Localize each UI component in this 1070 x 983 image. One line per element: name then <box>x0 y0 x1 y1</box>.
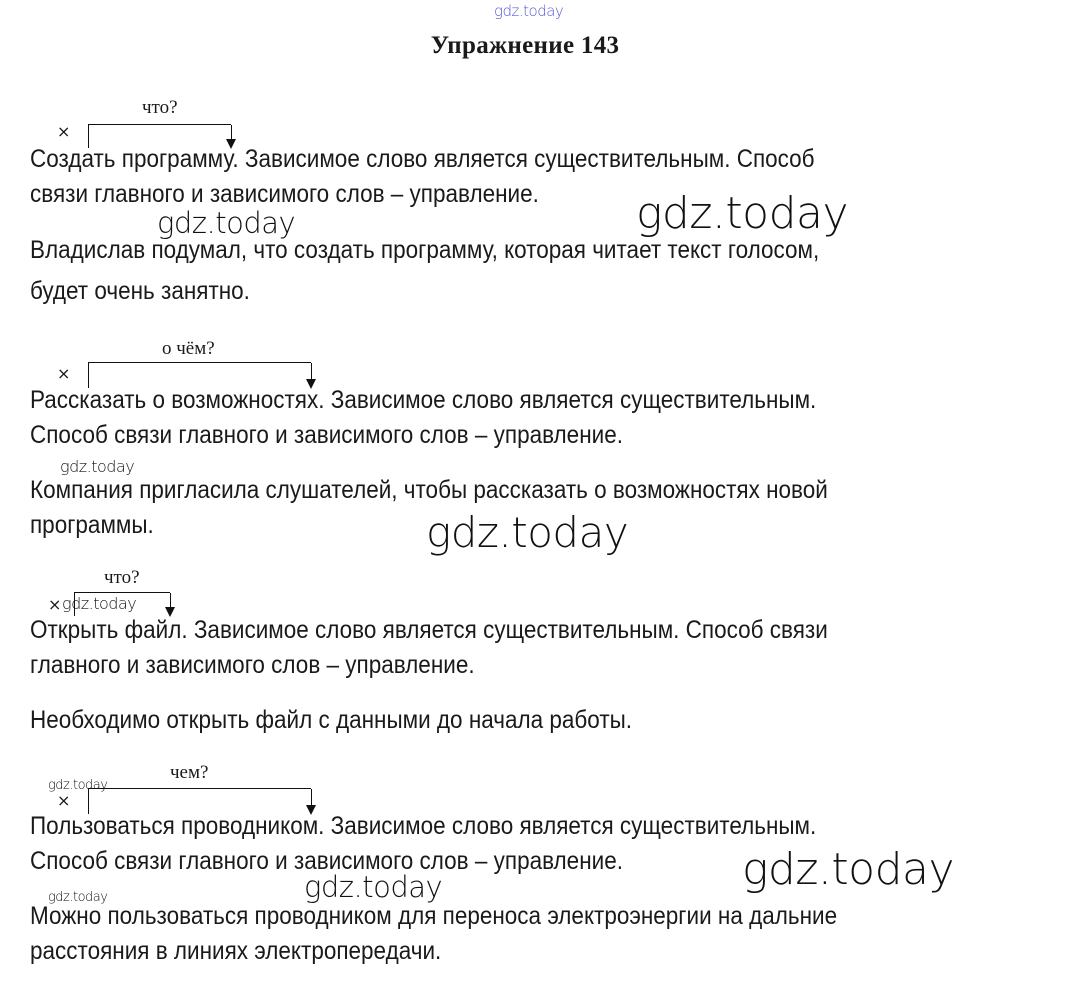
watermark-large: gdz.today <box>742 844 955 895</box>
text-line: Можно пользоваться проводником для переноса электроэнергии на дальние <box>30 902 838 930</box>
watermark-large: gdz.today <box>426 508 629 557</box>
text-line: Пользоваться проводником. Зависимое слово является существительным. <box>30 812 817 840</box>
text-line: главного и зависимого слов – управление. <box>30 651 475 679</box>
question-label: о чём? <box>162 338 215 359</box>
watermark-medium: gdz.today <box>157 206 296 240</box>
cross-mark: × <box>57 791 71 810</box>
text-line: будет очень занятно. <box>30 277 250 305</box>
watermark-tiny: gdz.today <box>48 890 108 905</box>
watermark-small: gdz.today <box>60 457 135 476</box>
watermark-small: gdz.today <box>62 594 137 613</box>
question-label: чем? <box>170 762 209 783</box>
cross-mark: × <box>57 122 71 141</box>
text-line: расстояния в линиях электропередачи. <box>30 937 442 965</box>
watermark-tiny: gdz.today <box>48 778 108 793</box>
cross-mark: × <box>57 364 71 383</box>
dependency-arrow <box>74 592 170 616</box>
text-line: Рассказать о возможностях. Зависимое слово является существительным. <box>30 386 817 414</box>
text-line: Компания пригласила слушателей, чтобы рассказать о возможностях новой <box>30 476 828 504</box>
dependency-arrow <box>88 788 311 814</box>
text-line: связи главного и зависимого слов – управление. <box>30 180 539 208</box>
text-line: программы. <box>30 511 154 539</box>
question-label: что? <box>142 97 178 118</box>
question-label: что? <box>104 567 140 588</box>
text-line: Способ связи главного и зависимого слов – управление. <box>30 421 623 449</box>
text-line: Создать программу. Зависимое слово является существительным. Способ <box>30 145 815 173</box>
cross-mark: × <box>48 595 62 614</box>
watermark-large: gdz.today <box>636 188 849 239</box>
watermark-medium: gdz.today <box>304 870 443 904</box>
text-line: Владислав подумал, что создать программу, которая читает текст голосом, <box>30 236 820 264</box>
text-line: Необходимо открыть файл с данными до начала работы. <box>30 706 633 734</box>
page-title: Упражнение 143 <box>430 32 620 59</box>
watermark-top: gdz.today <box>494 2 564 20</box>
text-line: Открыть файл. Зависимое слово является существительным. Способ связи <box>30 616 828 644</box>
dependency-arrow <box>88 362 311 388</box>
text-line: Способ связи главного и зависимого слов – управление. <box>30 847 623 875</box>
